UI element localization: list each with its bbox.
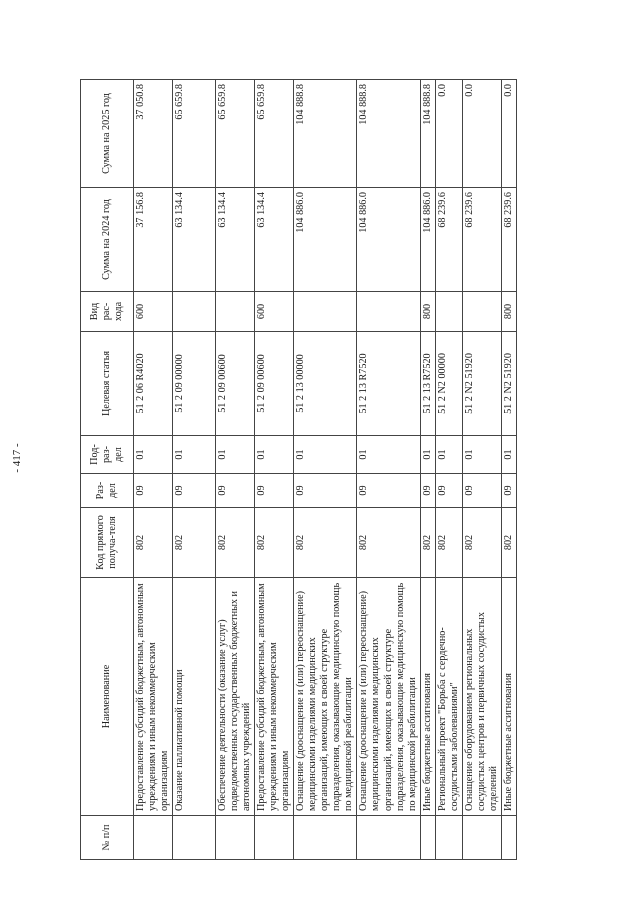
cell-code: 802	[501, 508, 516, 578]
cell-sum-2024: 104 886.0	[420, 188, 435, 292]
cell-sum-2024: 63 134.4	[255, 188, 294, 292]
header-sum-2025: Сумма на 2025 год	[81, 80, 134, 188]
header-sum-2024: Сумма на 2024 год	[81, 188, 134, 292]
cell-sum-2024: 37 156.8	[134, 188, 173, 292]
cell-vid	[294, 292, 357, 332]
cell-vid	[435, 292, 462, 332]
cell-vid	[216, 292, 255, 332]
page-number-text: - 417 -	[11, 443, 23, 473]
cell-razdel: 09	[501, 474, 516, 508]
cell-razdel: 09	[357, 474, 420, 508]
cell-name: Предоставление субсидий бюджетным, автономным учреждениям и иным некоммерческим организациям	[134, 578, 173, 816]
table-header-row	[81, 80, 134, 860]
cell-podrazdel: 01	[435, 436, 462, 474]
cell-vid	[462, 292, 501, 332]
cell-num	[501, 816, 516, 860]
cell-sum-2024: 104 886.0	[357, 188, 420, 292]
cell-podrazdel: 01	[501, 436, 516, 474]
cell-vid: 800	[501, 292, 516, 332]
cell-sum-2024: 63 134.4	[216, 188, 255, 292]
cell-target: 51 2 09 00000	[173, 332, 216, 436]
cell-sum-2024: 68 239.6	[462, 188, 501, 292]
cell-num	[462, 816, 501, 860]
cell-num	[357, 816, 420, 860]
header-code: Код прямого получа-теля	[81, 508, 134, 578]
cell-name: Оказание паллиативной помощи	[173, 578, 216, 816]
rotated-budget-table-container	[80, 80, 514, 860]
cell-target: 51 2 09 00600	[216, 332, 255, 436]
cell-sum-2025: 65 659.8	[255, 80, 294, 188]
cell-num	[216, 816, 255, 860]
cell-razdel: 09	[173, 474, 216, 508]
cell-sum-2024: 63 134.4	[173, 188, 216, 292]
cell-code: 802	[462, 508, 501, 578]
cell-name: Региональный проект "Борьба с сердечно-сосудистыми заболеваниями"	[435, 578, 462, 816]
cell-name: Обеспечение деятельности (оказание услуг) подведомственных государственных бюджетных и автономных учреждений	[216, 578, 255, 816]
cell-sum-2024: 104 886.0	[294, 188, 357, 292]
cell-razdel: 09	[294, 474, 357, 508]
table-row	[255, 80, 294, 860]
cell-target: 51 2 13 R7520	[357, 332, 420, 436]
table-row	[134, 80, 173, 860]
cell-vid: 600	[134, 292, 173, 332]
header-vid: Вид рас-хода	[81, 292, 134, 332]
cell-razdel: 09	[462, 474, 501, 508]
table-row	[173, 80, 216, 860]
cell-code: 802	[134, 508, 173, 578]
cell-razdel: 09	[216, 474, 255, 508]
budget-table	[80, 79, 517, 860]
cell-sum-2025: 37 050.8	[134, 80, 173, 188]
cell-target: 51 2 09 00600	[255, 332, 294, 436]
cell-sum-2025: 0.0	[462, 80, 501, 188]
cell-razdel: 09	[420, 474, 435, 508]
cell-num	[173, 816, 216, 860]
cell-code: 802	[216, 508, 255, 578]
cell-name: Иные бюджетные ассигнования	[501, 578, 516, 816]
cell-razdel: 09	[435, 474, 462, 508]
cell-name: Предоставление субсидий бюджетным, автономным учреждениям и иным некоммерческим организациям	[255, 578, 294, 816]
table-row	[435, 80, 462, 860]
table-row	[462, 80, 501, 860]
header-target: Целевая статья	[81, 332, 134, 436]
cell-name: Оснащение (дооснащение и (или) переоснащение) медицинскими изделиями медицинских организаций, имеющих в своей структуре подразделения, оказывающие медицинскую помощь по медицинской реабилитации	[294, 578, 357, 816]
cell-podrazdel: 01	[216, 436, 255, 474]
cell-podrazdel: 01	[462, 436, 501, 474]
header-podrazdel: Под-раз-дел	[81, 436, 134, 474]
cell-num	[435, 816, 462, 860]
header-razdel: Раз-дел	[81, 474, 134, 508]
table-row	[357, 80, 420, 860]
cell-code: 802	[173, 508, 216, 578]
table-row	[420, 80, 435, 860]
cell-target: 51 2 13 00000	[294, 332, 357, 436]
page-number	[6, 438, 28, 478]
cell-code: 802	[357, 508, 420, 578]
cell-podrazdel: 01	[173, 436, 216, 474]
cell-code: 802	[435, 508, 462, 578]
cell-num	[420, 816, 435, 860]
cell-target: 51 2 N2 51920	[462, 332, 501, 436]
cell-vid	[173, 292, 216, 332]
cell-razdel: 09	[134, 474, 173, 508]
cell-vid: 800	[420, 292, 435, 332]
cell-name: Оснащение оборудованием региональных сосудистых центров и первичных сосудистых отделений	[462, 578, 501, 816]
cell-vid	[357, 292, 420, 332]
table-row	[216, 80, 255, 860]
cell-code: 802	[420, 508, 435, 578]
cell-name: Иные бюджетные ассигнования	[420, 578, 435, 816]
cell-code: 802	[255, 508, 294, 578]
cell-num	[134, 816, 173, 860]
cell-target: 51 2 06 R4020	[134, 332, 173, 436]
cell-name: Оснащение (дооснащение и (или) переоснащение) медицинскими изделиями медицинских организаций, имеющих в своей структуре подразделения, оказывающие медицинскую помощь по медицинской реабилитации	[357, 578, 420, 816]
cell-target: 51 2 N2 51920	[501, 332, 516, 436]
cell-sum-2024: 68 239.6	[501, 188, 516, 292]
cell-sum-2025: 0.0	[501, 80, 516, 188]
cell-num	[294, 816, 357, 860]
cell-podrazdel: 01	[134, 436, 173, 474]
cell-podrazdel: 01	[255, 436, 294, 474]
cell-code: 802	[294, 508, 357, 578]
table-row	[294, 80, 357, 860]
cell-razdel: 09	[255, 474, 294, 508]
cell-podrazdel: 01	[420, 436, 435, 474]
cell-sum-2025: 104 888.8	[294, 80, 357, 188]
cell-sum-2025: 65 659.8	[216, 80, 255, 188]
cell-sum-2024: 68 239.6	[435, 188, 462, 292]
cell-sum-2025: 0.0	[435, 80, 462, 188]
header-num: № п/п	[81, 816, 134, 860]
cell-podrazdel: 01	[294, 436, 357, 474]
cell-num	[255, 816, 294, 860]
cell-target: 51 2 N2 00000	[435, 332, 462, 436]
cell-sum-2025: 104 888.8	[420, 80, 435, 188]
cell-target: 51 2 13 R7520	[420, 332, 435, 436]
cell-podrazdel: 01	[357, 436, 420, 474]
cell-vid: 600	[255, 292, 294, 332]
cell-sum-2025: 65 659.8	[173, 80, 216, 188]
cell-sum-2025: 104 888.8	[357, 80, 420, 188]
header-name: Наименование	[81, 578, 134, 816]
table-row	[501, 80, 516, 860]
